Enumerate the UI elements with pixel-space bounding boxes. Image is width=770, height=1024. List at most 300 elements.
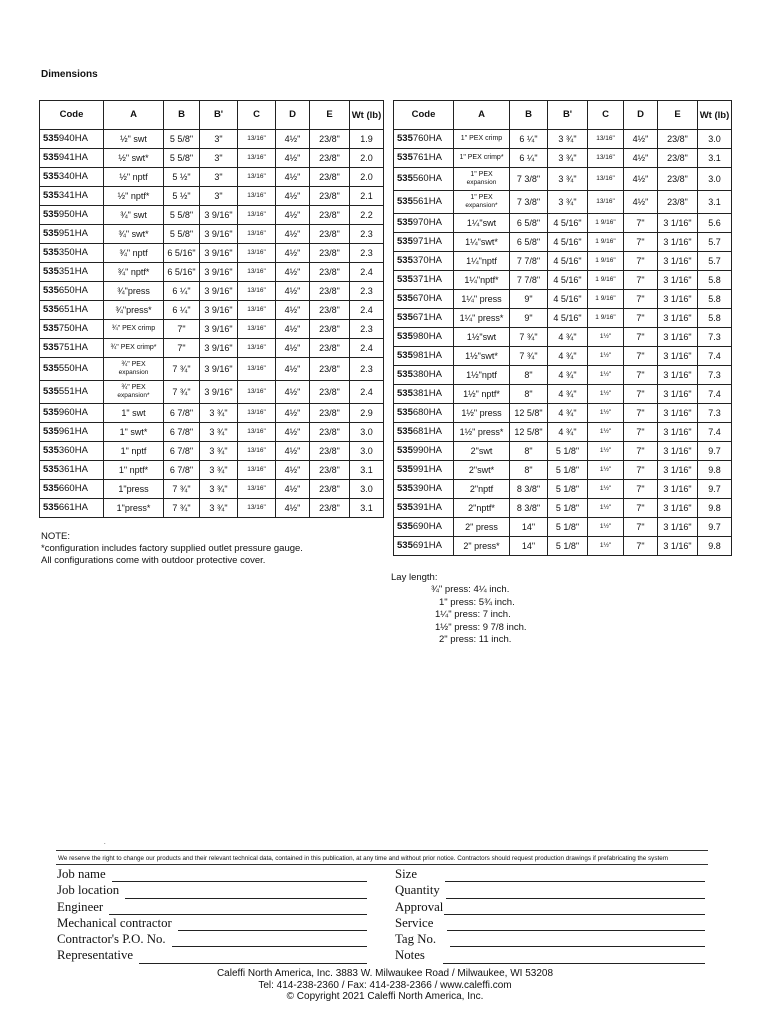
- connection-cell: ¾" nptf: [104, 244, 164, 263]
- header-d: D: [276, 101, 310, 130]
- code-cell: [40, 225, 104, 244]
- dim-b-prime-cell: 3": [200, 187, 238, 206]
- dim-e-cell: 3 1/16": [658, 290, 698, 309]
- form-label: Tag No.: [395, 932, 437, 947]
- dim-b-cell: 6 ¼": [164, 282, 200, 301]
- weight-cell: 2.3: [350, 320, 384, 339]
- code-cell: [40, 442, 104, 461]
- dim-b-prime-cell: 3 9/16": [200, 282, 238, 301]
- dim-b-prime-cell: 4 ¾": [548, 404, 588, 423]
- dim-b-prime-cell: 4 ¾": [548, 385, 588, 404]
- dim-b-cell: 8": [510, 461, 548, 480]
- connection-cell: 1¼"swt: [454, 214, 510, 233]
- dim-b-cell: 9": [510, 290, 548, 309]
- table-row: [40, 480, 384, 499]
- po-number-field[interactable]: [172, 935, 367, 947]
- dim-d-cell: 4½": [276, 339, 310, 358]
- note-block: [41, 531, 303, 567]
- code-prefix: 535: [397, 312, 413, 323]
- weight-cell: 7.4: [698, 385, 732, 404]
- dim-e-cell: 23/8": [310, 381, 350, 404]
- dim-c-cell: 1 9/16": [588, 271, 624, 290]
- weight-cell: 9.8: [698, 499, 732, 518]
- table-row: [40, 168, 384, 187]
- representative-field[interactable]: [139, 952, 367, 964]
- note-line: All configurations come with outdoor protective cover.: [41, 555, 266, 566]
- dim-d-cell: 7": [624, 328, 658, 347]
- weight-cell: 2.4: [350, 339, 384, 358]
- connection-cell: ¾"press*: [104, 301, 164, 320]
- dim-d-cell: 7": [624, 461, 658, 480]
- weight-cell: 2.3: [350, 282, 384, 301]
- table-row: [394, 385, 732, 404]
- code-prefix: 535: [397, 255, 413, 266]
- code-cell: [40, 187, 104, 206]
- dim-b-cell: 7": [164, 339, 200, 358]
- dim-b-prime-cell: 4 5/16": [548, 309, 588, 328]
- dim-b-cell: 9": [510, 309, 548, 328]
- code-cell: [394, 271, 454, 290]
- dim-b-cell: 12 5/8": [510, 404, 548, 423]
- code-cell: [40, 358, 104, 381]
- dim-e-cell: 23/8": [310, 206, 350, 225]
- lay-length-item: 1" press: 5¾ inch.: [439, 596, 515, 608]
- code-cell: [40, 499, 104, 518]
- code-prefix: 535: [43, 304, 59, 315]
- code-suffix: 380HA: [412, 369, 442, 380]
- table-row: [394, 442, 732, 461]
- code-suffix: 391HA: [412, 502, 442, 513]
- connection-cell: 2"swt: [454, 442, 510, 461]
- code-suffix: 660HA: [58, 483, 88, 494]
- dim-b-cell: 8 3/8": [510, 480, 548, 499]
- table-row: [40, 282, 384, 301]
- dim-b-cell: 7 ¾": [164, 499, 200, 518]
- notes-field[interactable]: [443, 952, 705, 964]
- dim-e-cell: 23/8": [310, 404, 350, 423]
- code-prefix: 535: [43, 426, 59, 437]
- weight-cell: 7.3: [698, 366, 732, 385]
- dim-b-prime-cell: 3 ¾": [200, 423, 238, 442]
- code-suffix: 961HA: [58, 426, 88, 437]
- code-prefix: 535: [397, 540, 413, 551]
- dim-d-cell: 4½": [276, 244, 310, 263]
- code-suffix: 650HA: [58, 285, 88, 296]
- dim-e-cell: 3 1/16": [658, 480, 698, 499]
- header-wt: Wt (lb): [350, 101, 384, 130]
- dim-b-cell: 8": [510, 366, 548, 385]
- weight-cell: 5.6: [698, 214, 732, 233]
- dim-b-prime-cell: 3 ¾": [548, 149, 588, 168]
- code-suffix: 370HA: [412, 255, 442, 266]
- weight-cell: 2.3: [350, 244, 384, 263]
- code-suffix: 390HA: [412, 483, 442, 494]
- dim-b-prime-cell: 3 ¾": [200, 499, 238, 518]
- footer-copyright: © Copyright 2021 Caleffi North America, Inc.: [286, 991, 484, 1002]
- dim-b-prime-cell: 3 9/16": [200, 381, 238, 404]
- code-cell: [40, 244, 104, 263]
- dim-d-cell: 4½": [276, 404, 310, 423]
- header-c: C: [588, 101, 624, 130]
- dim-c-cell: 1 9/16": [588, 233, 624, 252]
- connection-cell: 1¼" press: [454, 290, 510, 309]
- connection-cell: [104, 358, 164, 381]
- code-cell: [394, 309, 454, 328]
- dim-e-cell: 23/8": [310, 339, 350, 358]
- code-prefix: 535: [43, 152, 59, 163]
- dim-d-cell: 4½": [276, 225, 310, 244]
- code-suffix: 990HA: [412, 445, 442, 456]
- connection-cell: 1" PEX crimp: [454, 130, 510, 149]
- dim-e-cell: 23/8": [658, 191, 698, 214]
- code-prefix: 535: [43, 464, 59, 475]
- dim-d-cell: 7": [624, 423, 658, 442]
- code-suffix: 691HA: [412, 540, 442, 551]
- code-cell: [394, 328, 454, 347]
- dim-d-cell: 4½": [276, 301, 310, 320]
- weight-cell: 9.7: [698, 480, 732, 499]
- code-suffix: 940HA: [58, 133, 88, 144]
- weight-cell: 1.9: [350, 130, 384, 149]
- dim-b-cell: 6 ¼": [510, 130, 548, 149]
- dim-d-cell: 4½": [276, 263, 310, 282]
- table-row: [394, 480, 732, 499]
- code-prefix: 535: [397, 293, 413, 304]
- dim-e-cell: 3 1/16": [658, 271, 698, 290]
- code-prefix: 535: [397, 133, 413, 144]
- header-d: D: [624, 101, 658, 130]
- code-suffix: 751HA: [58, 342, 88, 353]
- dim-e-cell: 23/8": [310, 244, 350, 263]
- dim-b-prime-cell: 3 ¾": [200, 480, 238, 499]
- dim-c-cell: 1½": [588, 442, 624, 461]
- job-location-field[interactable]: [125, 887, 367, 899]
- code-prefix: 535: [397, 502, 413, 513]
- dim-b-prime-cell: 3 ¾": [200, 461, 238, 480]
- lay-length-item: 1¼" press: 7 inch.: [435, 609, 511, 621]
- code-suffix: 550HA: [58, 363, 88, 374]
- header-b-prime: B': [548, 101, 588, 130]
- code-cell: [40, 168, 104, 187]
- dim-d-cell: 4½": [276, 381, 310, 404]
- code-suffix: 551HA: [58, 386, 88, 397]
- dim-e-cell: 23/8": [310, 130, 350, 149]
- dim-d-cell: 4½": [624, 130, 658, 149]
- code-suffix: 760HA: [412, 133, 442, 144]
- header-a: A: [104, 101, 164, 130]
- dim-b-cell: 5 5/8": [164, 149, 200, 168]
- weight-cell: 2.0: [350, 149, 384, 168]
- dim-b-prime-cell: 3 9/16": [200, 225, 238, 244]
- code-cell: [394, 130, 454, 149]
- dim-b-cell: 6 7/8": [164, 442, 200, 461]
- code-cell: [394, 423, 454, 442]
- weight-cell: 3.1: [350, 499, 384, 518]
- code-prefix: 535: [43, 363, 59, 374]
- lay-length-item: ¾" press: 4¼ inch.: [431, 584, 510, 596]
- dim-e-cell: 3 1/16": [658, 309, 698, 328]
- table-row: [394, 423, 732, 442]
- table-row: [394, 214, 732, 233]
- code-suffix: 690HA: [412, 521, 442, 532]
- code-suffix: 971HA: [412, 236, 442, 247]
- code-cell: [394, 191, 454, 214]
- connection-cell: 2"swt*: [454, 461, 510, 480]
- dim-b-cell: 7": [164, 320, 200, 339]
- dim-c-cell: 1 9/16": [588, 309, 624, 328]
- weight-cell: 2.4: [350, 381, 384, 404]
- weight-cell: 2.4: [350, 301, 384, 320]
- dim-c-cell: 13/16": [238, 320, 276, 339]
- connection-cell: 1½" press*: [454, 423, 510, 442]
- dim-e-cell: 23/8": [310, 480, 350, 499]
- code-prefix: 535: [397, 173, 413, 184]
- dim-b-cell: 8": [510, 385, 548, 404]
- connection-cell: [104, 381, 164, 404]
- dim-b-cell: 6 5/16": [164, 263, 200, 282]
- connection-cell: 1" PEX crimp*: [454, 149, 510, 168]
- connection-cell: 2" press: [454, 518, 510, 537]
- dim-c-cell: 13/16": [588, 168, 624, 191]
- job-name-field[interactable]: [112, 870, 367, 882]
- connection-cell: ¾"press: [104, 282, 164, 301]
- weight-cell: 2.1: [350, 187, 384, 206]
- weight-cell: 2.3: [350, 225, 384, 244]
- dim-e-cell: 23/8": [310, 358, 350, 381]
- dim-c-cell: 13/16": [238, 301, 276, 320]
- dim-b-prime-cell: 3 ¾": [200, 442, 238, 461]
- dim-b-prime-cell: 3 9/16": [200, 320, 238, 339]
- code-suffix: 361HA: [58, 464, 88, 475]
- code-prefix: 535: [43, 209, 59, 220]
- dim-e-cell: 23/8": [310, 225, 350, 244]
- code-suffix: 951HA: [58, 228, 88, 239]
- dim-e-cell: 23/8": [310, 263, 350, 282]
- dim-c-cell: 1½": [588, 480, 624, 499]
- connection-cell: ½" swt*: [104, 149, 164, 168]
- dim-b-prime-cell: 5 1/8": [548, 518, 588, 537]
- code-prefix: 535: [43, 445, 59, 456]
- form-label: Job location: [57, 883, 120, 898]
- disclaimer: We reserve the right to change our products and their relevant technical data, contained in this publication, at any time and without prior notice. Contractors should request production drawings if prefabricating the system: [58, 855, 668, 862]
- dim-b-prime-cell: 4 5/16": [548, 214, 588, 233]
- connection-cell: 2"nptf: [454, 480, 510, 499]
- dim-c-cell: 13/16": [588, 149, 624, 168]
- code-suffix: 371HA: [412, 274, 442, 285]
- footer-address: Caleffi North America, Inc. 3883 W. Milwaukee Road / Milwaukee, WI 53208: [216, 968, 554, 979]
- dim-c-cell: 13/16": [238, 282, 276, 301]
- connection-line: 1" PEX: [470, 194, 493, 201]
- footer-contact: Tel: 414-238-2360 / Fax: 414-238-2366 / www.caleffi.com: [258, 979, 512, 991]
- weight-cell: 9.7: [698, 442, 732, 461]
- code-prefix: 535: [397, 274, 413, 285]
- dim-d-cell: 7": [624, 271, 658, 290]
- dim-c-cell: 1½": [588, 328, 624, 347]
- code-prefix: 535: [397, 217, 413, 228]
- dim-b-cell: 8 3/8": [510, 499, 548, 518]
- dim-e-cell: 3 1/16": [658, 328, 698, 347]
- table-row: [40, 263, 384, 282]
- dim-b-cell: 7 ¾": [164, 480, 200, 499]
- weight-cell: 5.8: [698, 290, 732, 309]
- table-row: [40, 244, 384, 263]
- dim-c-cell: 13/16": [238, 499, 276, 518]
- tag-number-field[interactable]: [450, 935, 705, 947]
- engineer-field[interactable]: [109, 903, 367, 915]
- approval-field[interactable]: [444, 903, 705, 915]
- table-row: [394, 537, 732, 556]
- connection-cell: 1¼"nptf: [454, 252, 510, 271]
- dim-b-cell: 6 ¼": [164, 301, 200, 320]
- code-cell: [394, 168, 454, 191]
- code-prefix: 535: [397, 483, 413, 494]
- form-label: Contractor's P.O. No.: [57, 932, 166, 947]
- dim-c-cell: 13/16": [588, 130, 624, 149]
- dim-c-cell: 1 9/16": [588, 252, 624, 271]
- form-label: Approval: [395, 899, 444, 914]
- connection-cell: ¾" nptf*: [104, 263, 164, 282]
- code-cell: [394, 442, 454, 461]
- header-b: B: [164, 101, 200, 130]
- dim-d-cell: 4½": [276, 480, 310, 499]
- dim-e-cell: 23/8": [310, 301, 350, 320]
- dim-d-cell: 7": [624, 347, 658, 366]
- code-prefix: 535: [397, 407, 413, 418]
- dim-c-cell: 13/16": [238, 206, 276, 225]
- connection-line: 1" PEX: [470, 171, 493, 178]
- dim-b-cell: 7 7/8": [510, 252, 548, 271]
- code-suffix: 671HA: [412, 312, 442, 323]
- dim-d-cell: 7": [624, 404, 658, 423]
- dim-b-cell: 6 ¼": [510, 149, 548, 168]
- dim-b-prime-cell: 4 5/16": [548, 271, 588, 290]
- dim-e-cell: 23/8": [658, 168, 698, 191]
- lay-length-item: 1½" press: 9 7/8 inch.: [435, 621, 527, 633]
- dim-b-prime-cell: 3": [200, 130, 238, 149]
- table-row: [394, 252, 732, 271]
- form-right: [395, 866, 705, 964]
- dim-b-prime-cell: 3 9/16": [200, 339, 238, 358]
- code-cell: [40, 206, 104, 225]
- code-cell: [394, 499, 454, 518]
- connection-cell: ¾" swt*: [104, 225, 164, 244]
- form-label: Representative: [57, 948, 134, 963]
- code-cell: [394, 480, 454, 499]
- table-row: [394, 404, 732, 423]
- size-field[interactable]: [445, 870, 705, 882]
- dim-d-cell: 4½": [276, 358, 310, 381]
- code-suffix: 970HA: [412, 217, 442, 228]
- dim-c-cell: 13/16": [238, 149, 276, 168]
- table-row: [394, 149, 732, 168]
- quantity-field[interactable]: [446, 887, 705, 899]
- mechanical-contractor-field[interactable]: [178, 919, 367, 931]
- table-row: [394, 168, 732, 191]
- section-title: Dimensions: [41, 69, 98, 80]
- dim-c-cell: 1½": [588, 461, 624, 480]
- dim-c-cell: 1 9/16": [588, 214, 624, 233]
- service-field[interactable]: [447, 919, 705, 931]
- code-cell: [40, 263, 104, 282]
- dim-d-cell: 4½": [276, 206, 310, 225]
- code-suffix: 351HA: [58, 266, 88, 277]
- connection-cell: 1½" press: [454, 404, 510, 423]
- form-label: Quantity: [395, 883, 440, 898]
- dim-b-prime-cell: 4 5/16": [548, 290, 588, 309]
- dim-d-cell: 7": [624, 214, 658, 233]
- dim-b-prime-cell: 3 ¾": [548, 191, 588, 214]
- connection-cell: 1¼" press*: [454, 309, 510, 328]
- connection-cell: ½" nptf: [104, 168, 164, 187]
- code-cell: [394, 347, 454, 366]
- code-cell: [40, 404, 104, 423]
- code-prefix: 535: [43, 247, 59, 258]
- dim-e-cell: 23/8": [310, 499, 350, 518]
- dim-b-cell: 5 5/8": [164, 206, 200, 225]
- weight-cell: 5.8: [698, 309, 732, 328]
- connection-cell: 2" press*: [454, 537, 510, 556]
- table-row: [394, 191, 732, 214]
- weight-cell: 9.8: [698, 461, 732, 480]
- header-a: A: [454, 101, 510, 130]
- code-cell: [394, 252, 454, 271]
- connection-cell: 2"nptf*: [454, 499, 510, 518]
- dim-b-prime-cell: 5 1/8": [548, 499, 588, 518]
- connection-cell: [454, 191, 510, 214]
- dim-b-prime-cell: 5 1/8": [548, 537, 588, 556]
- code-prefix: 535: [43, 407, 59, 418]
- dim-d-cell: 4½": [624, 191, 658, 214]
- code-suffix: 340HA: [58, 171, 88, 182]
- dim-b-prime-cell: 4 ¾": [548, 423, 588, 442]
- code-cell: [40, 282, 104, 301]
- connection-cell: 1"press*: [104, 499, 164, 518]
- code-suffix: 761HA: [412, 152, 442, 163]
- dim-b-cell: 5 ½": [164, 187, 200, 206]
- dim-d-cell: 7": [624, 252, 658, 271]
- code-prefix: 535: [43, 228, 59, 239]
- connection-cell: ¾" swt: [104, 206, 164, 225]
- code-suffix: 680HA: [412, 407, 442, 418]
- dim-b-prime-cell: 4 5/16": [548, 252, 588, 271]
- weight-cell: 3.1: [698, 191, 732, 214]
- dim-d-cell: 7": [624, 233, 658, 252]
- code-suffix: 670HA: [412, 293, 442, 304]
- dim-b-prime-cell: 3 9/16": [200, 206, 238, 225]
- dim-b-prime-cell: 3 ¾": [548, 130, 588, 149]
- code-prefix: 535: [397, 152, 413, 163]
- code-suffix: 991HA: [412, 464, 442, 475]
- dim-e-cell: 3 1/16": [658, 537, 698, 556]
- dim-b-prime-cell: 4 ¾": [548, 366, 588, 385]
- connection-cell: 1½"swt: [454, 328, 510, 347]
- connection-cell: 1½"swt*: [454, 347, 510, 366]
- dim-c-cell: 13/16": [238, 423, 276, 442]
- code-cell: [40, 423, 104, 442]
- dim-e-cell: 3 1/16": [658, 518, 698, 537]
- divider: [56, 850, 708, 851]
- dim-b-cell: 7 7/8": [510, 271, 548, 290]
- dim-e-cell: 3 1/16": [658, 347, 698, 366]
- dim-d-cell: 4½": [276, 149, 310, 168]
- dim-c-cell: 13/16": [238, 381, 276, 404]
- dim-b-prime-cell: 5 1/8": [548, 442, 588, 461]
- code-suffix: 950HA: [58, 209, 88, 220]
- dim-c-cell: 13/16": [588, 191, 624, 214]
- dim-d-cell: 4½": [276, 282, 310, 301]
- code-prefix: 535: [43, 133, 59, 144]
- connection-cell: ½" swt: [104, 130, 164, 149]
